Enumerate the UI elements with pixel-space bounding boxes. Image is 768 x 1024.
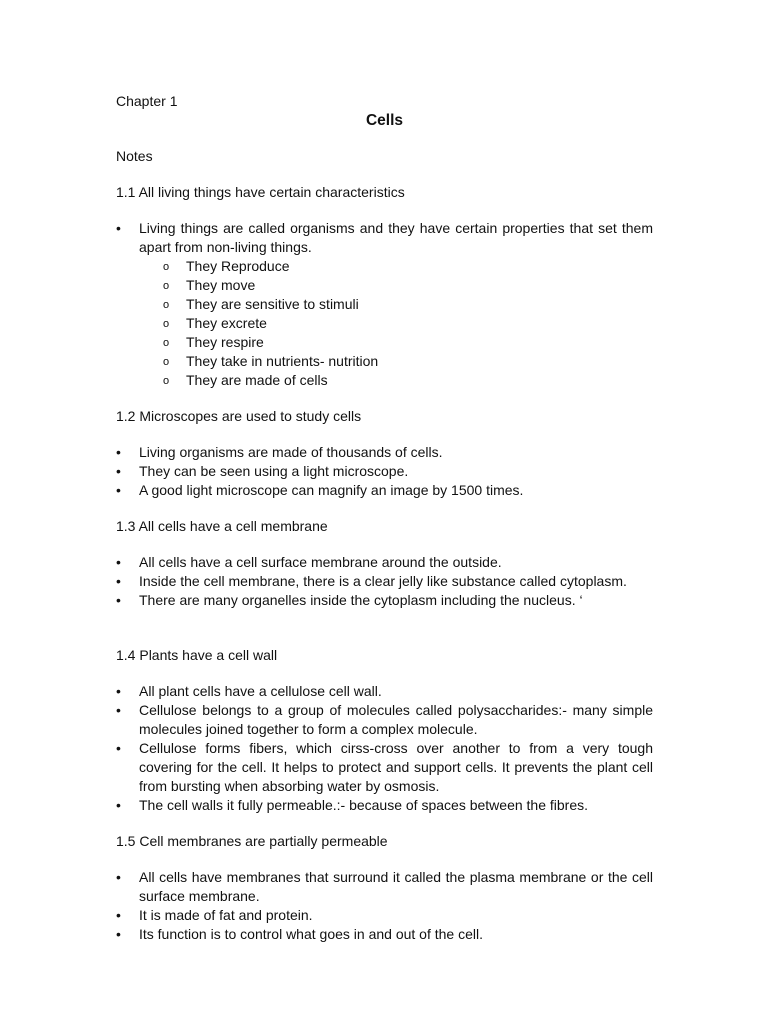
chapter-label: Chapter 1 [116, 93, 178, 109]
sub-list-item: o They excrete [139, 314, 653, 333]
list-item [116, 219, 653, 390]
sub-list-characteristics [139, 257, 653, 390]
list-item: • It is made of fat and protein. [116, 906, 653, 925]
notes-label: Notes [116, 148, 153, 164]
page-title: Cells [365, 112, 404, 129]
bullet-list-1-5 [116, 868, 653, 944]
section-heading-1-5: 1.5 Cell membranes are partially permeable [116, 833, 388, 849]
section-heading-1-2: 1.2 Microscopes are used to study cells [116, 408, 362, 424]
section-heading-1-4: 1.4 Plants have a cell wall [116, 647, 278, 663]
list-item: • Cellulose forms fibers, which cirss-cross over another to from a very tough covering for the cell. It helps to protect and support cells. It prevents the plant cell from bursting when absorbing water by osmosis. [116, 739, 653, 796]
list-item: • Inside the cell membrane, there is a clear jelly like substance called cytoplasm. [116, 572, 653, 591]
list-item: • All cells have a cell surface membrane around the outside. [116, 553, 653, 572]
list-item: • All plant cells have a cellulose cell wall. [116, 682, 653, 701]
list-item: • They can be seen using a light microscope. [116, 462, 653, 481]
sub-list-item: o They respire [139, 333, 653, 352]
list-item: • There are many organelles inside the cytoplasm including the nucleus. ‘ [116, 591, 653, 610]
sub-list-item: o They move [139, 276, 653, 295]
list-item: • A good light microscope can magnify an image by 1500 times. [116, 481, 653, 500]
sub-list-item: o They are sensitive to stimuli [139, 295, 653, 314]
bullet-list-1-3 [116, 553, 653, 610]
sub-list-item: o They are made of cells [139, 371, 653, 390]
bullet-list-1-1 [116, 219, 653, 390]
sub-list-item: o They Reproduce [139, 257, 653, 276]
list-item: • Its function is to control what goes in and out of the cell. [116, 925, 653, 944]
list-item: • Cellulose belongs to a group of molecules called polysaccharides:- many simple molecules joined together to form a complex molecule. [116, 701, 653, 739]
section-heading-1-1: 1.1 All living things have certain characteristics [116, 184, 405, 200]
list-item: • Living organisms are made of thousands of cells. [116, 443, 653, 462]
bullet-list-1-4 [116, 682, 653, 815]
sub-list-item: o They take in nutrients- nutrition [139, 352, 653, 371]
section-heading-1-3: 1.3 All cells have a cell membrane [116, 518, 328, 534]
bullet-text: Living things are called organisms and they have certain properties that set them apart from non-living things. [139, 220, 653, 255]
document-page [116, 92, 653, 944]
list-item: • All cells have membranes that surround it called the plasma membrane or the cell surface membrane. [116, 868, 653, 906]
bullet-list-1-2 [116, 443, 653, 500]
list-item: • The cell walls it fully permeable.:- because of spaces between the fibres. [116, 796, 653, 815]
